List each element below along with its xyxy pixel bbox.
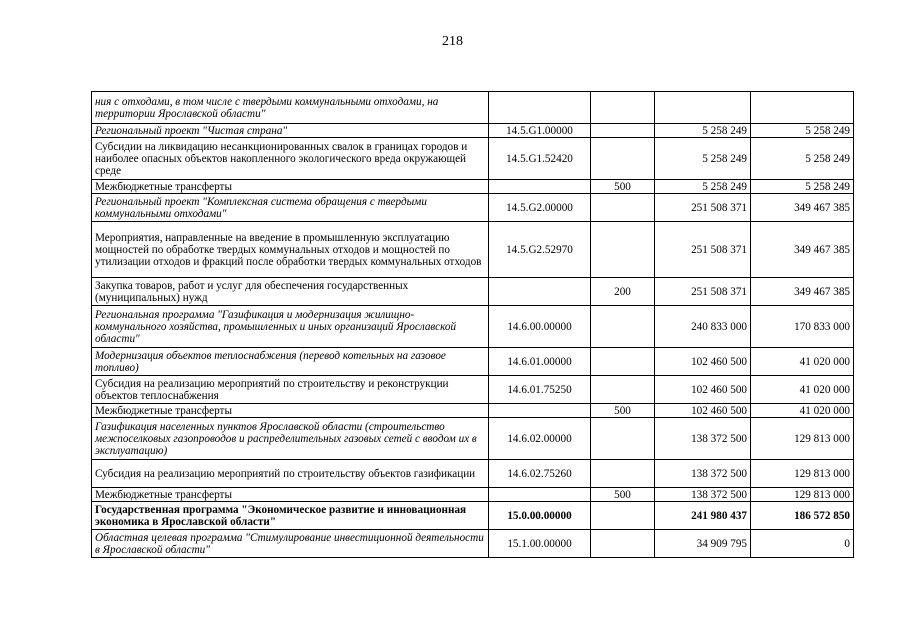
- row-amount-year2-cell: [751, 92, 854, 124]
- row-expense-type-cell: 500: [591, 488, 655, 502]
- row-name-cell: Межбюджетные трансферты: [92, 404, 489, 418]
- row-name-cell: Закупка товаров, работ и услуг для обеспечения государственных (муниципальных) нужд: [92, 278, 489, 306]
- row-code-cell: 14.6.00.00000: [489, 306, 591, 348]
- row-code-cell: 14.5.G1.52420: [489, 138, 591, 180]
- row-name-cell: Областная целевая программа "Стимулирование инвестиционной деятельности в Ярославской области": [92, 530, 489, 558]
- row-code-cell: [489, 404, 591, 418]
- row-expense-type-cell: [591, 418, 655, 460]
- row-amount-year2-cell: 0: [751, 530, 854, 558]
- row-name-cell: Модернизация объектов теплоснабжения (перевод котельных на газовое топливо): [92, 348, 489, 376]
- row-amount-year2-cell: 5 258 249: [751, 180, 854, 194]
- table-row: [92, 124, 854, 138]
- row-code-cell: 14.5.G2.52970: [489, 222, 591, 278]
- row-expense-type-cell: [591, 376, 655, 404]
- row-code-cell: 14.6.02.00000: [489, 418, 591, 460]
- row-amount-year1-cell: 5 258 249: [655, 138, 751, 180]
- row-expense-type-cell: [591, 348, 655, 376]
- row-amount-year1-cell: 251 508 371: [655, 278, 751, 306]
- row-amount-year1-cell: [655, 92, 751, 124]
- row-name-cell: Межбюджетные трансферты: [92, 488, 489, 502]
- table-row: [92, 460, 854, 488]
- page-number: 218: [442, 34, 463, 49]
- budget-table-body: [92, 92, 854, 558]
- row-name-cell: ния с отходами, в том числе с твердыми коммунальными отходами, на территории Ярославской области": [92, 92, 489, 124]
- row-name-cell: Государственная программа "Экономическое развитие и инновационная экономика в Ярославской области": [92, 502, 489, 530]
- row-amount-year1-cell: 240 833 000: [655, 306, 751, 348]
- row-code-cell: [489, 488, 591, 502]
- row-amount-year2-cell: 349 467 385: [751, 194, 854, 222]
- table-row: [92, 92, 854, 124]
- row-code-cell: 14.5.G2.00000: [489, 194, 591, 222]
- row-expense-type-cell: [591, 194, 655, 222]
- row-amount-year1-cell: 102 460 500: [655, 376, 751, 404]
- row-name-cell: Газификация населенных пунктов Ярославской области (строительство межпоселковых газопроводов и распределительных газовых сетей с вводом их в эксплуатацию): [92, 418, 489, 460]
- row-code-cell: 14.6.01.75250: [489, 376, 591, 404]
- table-row: [92, 530, 854, 558]
- row-amount-year1-cell: 5 258 249: [655, 180, 751, 194]
- row-amount-year2-cell: 186 572 850: [751, 502, 854, 530]
- table-row: [92, 418, 854, 460]
- table-row: [92, 376, 854, 404]
- row-expense-type-cell: [591, 222, 655, 278]
- row-expense-type-cell: 200: [591, 278, 655, 306]
- row-name-cell: Мероприятия, направленные на введение в промышленную эксплуатацию мощностей по обработке твердых коммунальных отходов и мощностей по утилизации отходов и фракций после обработки твердых коммунальных отходов: [92, 222, 489, 278]
- row-code-cell: 15.0.00.00000: [489, 502, 591, 530]
- row-code-cell: 14.5.G1.00000: [489, 124, 591, 138]
- row-expense-type-cell: [591, 138, 655, 180]
- row-amount-year1-cell: 241 980 437: [655, 502, 751, 530]
- table-row: [92, 404, 854, 418]
- row-name-cell: Субсидия на реализацию мероприятий по строительству и реконструкции объектов теплоснабжения: [92, 376, 489, 404]
- row-code-cell: 14.6.01.00000: [489, 348, 591, 376]
- row-amount-year1-cell: 138 372 500: [655, 488, 751, 502]
- row-amount-year1-cell: 102 460 500: [655, 404, 751, 418]
- row-name-cell: Субсидии на ликвидацию несанкционированных свалок в границах городов и наиболее опасных объектов накопленного экологического вреда окружающей среде: [92, 138, 489, 180]
- row-amount-year1-cell: 251 508 371: [655, 222, 751, 278]
- row-amount-year2-cell: 170 833 000: [751, 306, 854, 348]
- table-row: [92, 502, 854, 530]
- table-row: [92, 278, 854, 306]
- row-code-cell: 14.6.02.75260: [489, 460, 591, 488]
- row-amount-year1-cell: 138 372 500: [655, 418, 751, 460]
- row-amount-year2-cell: 41 020 000: [751, 376, 854, 404]
- table-row: [92, 488, 854, 502]
- row-amount-year2-cell: 41 020 000: [751, 404, 854, 418]
- row-code-cell: [489, 92, 591, 124]
- row-amount-year1-cell: 138 372 500: [655, 460, 751, 488]
- table-row: [92, 194, 854, 222]
- row-amount-year2-cell: 5 258 249: [751, 124, 854, 138]
- row-expense-type-cell: 500: [591, 404, 655, 418]
- row-amount-year2-cell: 5 258 249: [751, 138, 854, 180]
- table-row: [92, 180, 854, 194]
- row-expense-type-cell: [591, 460, 655, 488]
- row-amount-year1-cell: 34 909 795: [655, 530, 751, 558]
- row-name-cell: Региональный проект "Чистая страна": [92, 124, 489, 138]
- row-amount-year2-cell: 129 813 000: [751, 460, 854, 488]
- budget-table: [91, 91, 854, 558]
- row-expense-type-cell: [591, 530, 655, 558]
- row-amount-year2-cell: 41 020 000: [751, 348, 854, 376]
- row-expense-type-cell: [591, 92, 655, 124]
- row-name-cell: Региональная программа "Газификация и модернизация жилищно-коммунального хозяйства, промышленных и иных организаций Ярославской области": [92, 306, 489, 348]
- row-amount-year2-cell: 349 467 385: [751, 278, 854, 306]
- row-amount-year1-cell: 102 460 500: [655, 348, 751, 376]
- row-amount-year2-cell: 129 813 000: [751, 418, 854, 460]
- row-code-cell: [489, 180, 591, 194]
- table-row: [92, 306, 854, 348]
- row-amount-year2-cell: 129 813 000: [751, 488, 854, 502]
- row-code-cell: [489, 278, 591, 306]
- row-expense-type-cell: [591, 502, 655, 530]
- table-row: [92, 138, 854, 180]
- row-amount-year1-cell: 5 258 249: [655, 124, 751, 138]
- table-row: [92, 348, 854, 376]
- row-code-cell: 15.1.00.00000: [489, 530, 591, 558]
- row-expense-type-cell: [591, 124, 655, 138]
- row-name-cell: Субсидия на реализацию мероприятий по строительству объектов газификации: [92, 460, 489, 488]
- table-row: [92, 222, 854, 278]
- row-expense-type-cell: 500: [591, 180, 655, 194]
- row-expense-type-cell: [591, 306, 655, 348]
- row-amount-year1-cell: 251 508 371: [655, 194, 751, 222]
- row-amount-year2-cell: 349 467 385: [751, 222, 854, 278]
- row-name-cell: Межбюджетные трансферты: [92, 180, 489, 194]
- row-name-cell: Региональный проект "Комплексная система обращения с твердыми коммунальными отходами": [92, 194, 489, 222]
